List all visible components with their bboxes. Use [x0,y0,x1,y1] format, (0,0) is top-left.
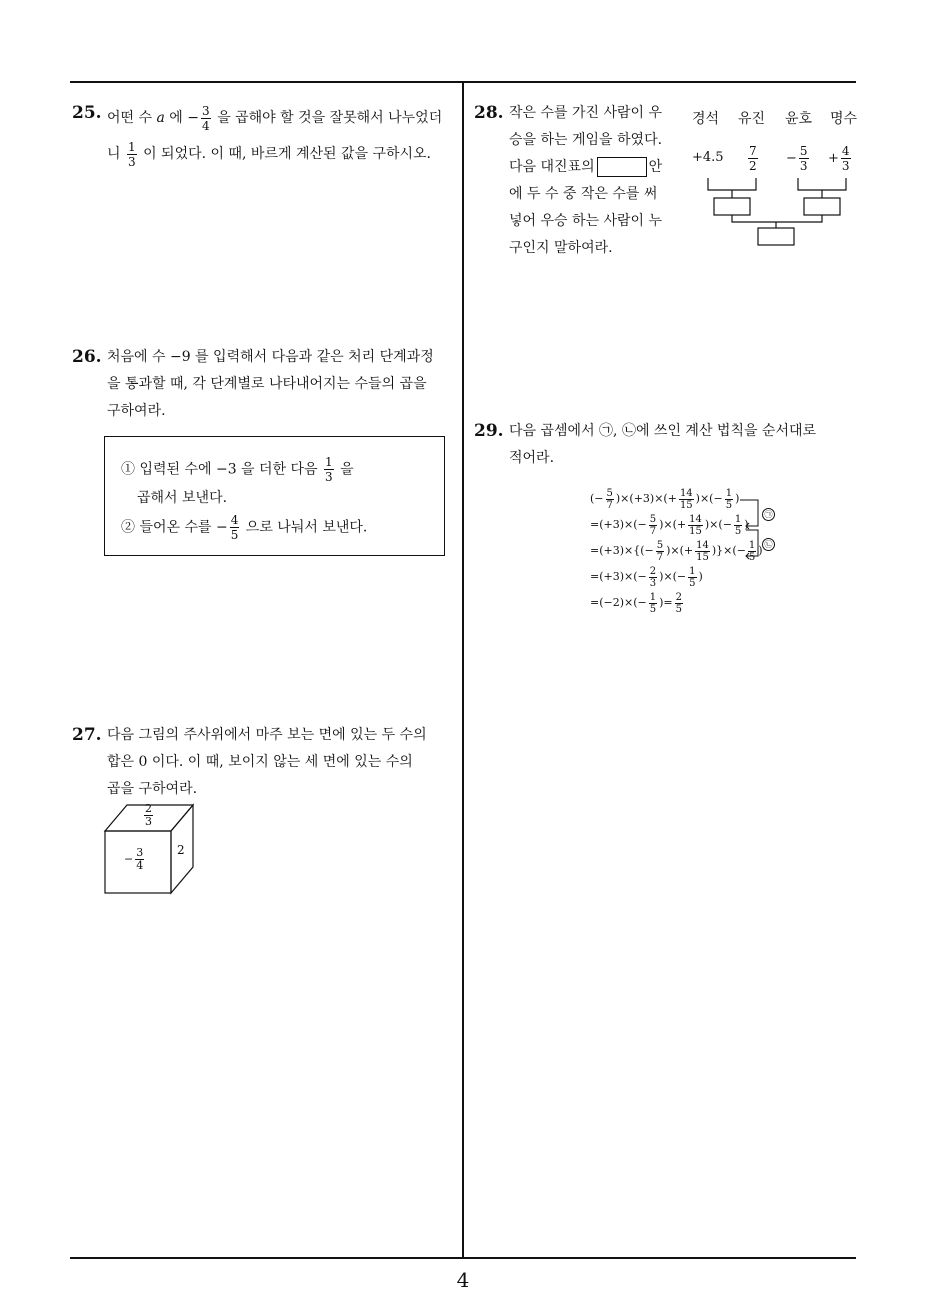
player-value: − $\frac{5}{3}$ [786,144,808,173]
page-number: 4 [456,1268,470,1292]
problem-number: 29. [474,421,504,441]
player-value: $\frac{7}{2}$ [749,144,757,173]
text-line: 다음 곱셈에서 ㉠, ㉡에 쓰인 계산 법칙을 순서대로 [509,423,817,439]
text-line: 구하여라. [107,403,166,419]
calc-line-5: =(−2)×(− $\frac{1}{5}$ )= $\frac{2}{5}$ [590,591,683,615]
problem-number: 25. [72,103,102,123]
tournament-bracket [690,100,870,260]
text-line: 을 통과할 때, 각 단계별로 나타내어지는 수들의 곱을 [107,376,427,392]
problem-number: 28. [474,103,504,123]
side-face-label: 2 [177,843,185,857]
fraction: $\frac{1}{3}$ [325,455,333,484]
player-name: 경석 [692,111,720,127]
text-line: 처음에 수 −9 를 입력해서 다음과 같은 처리 단계과정 [107,349,434,365]
mark-circle-1: ㉠ [762,508,775,521]
process-box: ① 입력된 수에 −3 을 더한 다음 $\frac{1}{3}$ 을 곱해서 보낸다. ② 들어온 수를 − $\frac{4}{5}$ 으로 나눠서 보낸다. [104,436,445,556]
player-name: 유진 [738,111,766,127]
bracket-lines [690,100,870,260]
mark-circle-2: ㉡ [762,538,775,551]
calc-line-1: (− $\frac{5}{7}$ )×(+3)×(+ $\frac{14}{15}$ )×(− $\frac{1}{5}$ ) [590,487,740,511]
text-line: 승을 하는 게임을 하였다. [509,132,663,148]
calc-line-4: =(+3)×(− $\frac{2}{3}$ )×(− $\frac{1}{5}$ ) [590,565,703,589]
player-value: +4.5 [692,150,724,165]
player-value: + $\frac{4}{3}$ [828,144,850,173]
text-line: 작은 수를 가진 사람이 우 [509,105,663,121]
front-face-label: − $\frac{3}{4}$ [124,846,144,872]
text-line: 에 두 수 중 작은 수를 써 [509,186,658,202]
player-name: 명수 [830,111,858,127]
column-divider [462,82,464,1258]
law-arrows [738,494,778,574]
text-line: 구인지 말하여라. [509,240,613,256]
text-line: 적어라. [509,450,555,466]
text-line: 합은 0 이다. 이 때, 보이지 않는 세 면에 있는 수의 [107,754,413,770]
fraction: $\frac{1}{3}$ [127,139,136,169]
problem-number: 26. [72,347,102,367]
text-line: 넣어 우승 하는 사람이 누 [509,213,663,229]
text-line: 다음 그림의 주사위에서 마주 보는 면에 있는 두 수의 [107,727,427,743]
problem-number: 27. [72,725,102,745]
calc-line-3: =(+3)×{(− $\frac{5}{7}$ )×(+ $\frac{14}{15}$ )}×(− $\frac{1}{5}$ ) [590,539,763,563]
text-line: 곱을 구하여라. [107,781,198,797]
calc-line-2: =(+3)×(− $\frac{5}{7}$ )×(+ $\frac{14}{15}$ )×(− $\frac{1}{5}$ ) [590,513,749,537]
answer-box-inline [597,157,647,177]
player-name: 윤호 [785,111,813,127]
dice-figure [103,803,198,899]
bottom-rule [70,1257,856,1259]
top-face-label: $\frac{2}{3}$ [145,802,152,828]
fraction: $\frac{3}{4}$ [202,103,210,133]
fraction: $\frac{4}{5}$ [230,513,239,542]
